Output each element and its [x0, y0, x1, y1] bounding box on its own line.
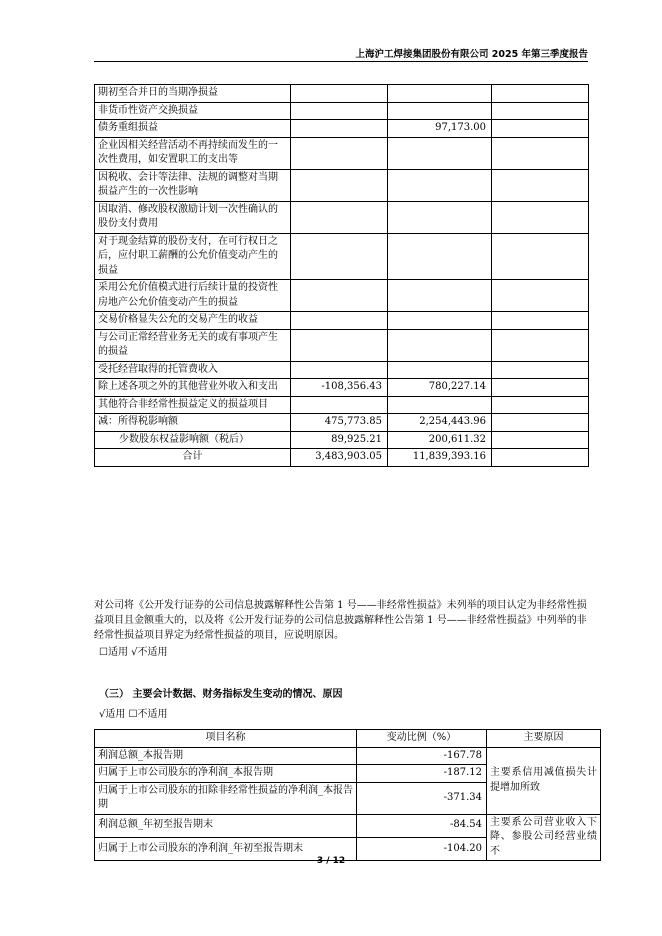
amount-c3	[492, 449, 589, 467]
header-change-pct: 变动比例（%）	[357, 730, 487, 748]
amount-c2: 11,839,393.16	[388, 449, 492, 467]
amount-c3	[492, 329, 589, 361]
item-label: 减：所得税影响额	[95, 414, 291, 432]
table-row	[95, 814, 601, 837]
amount-c1	[291, 169, 388, 201]
amount-c1: 3,483,903.05	[291, 449, 388, 467]
amount-c2: 97,173.00	[388, 120, 492, 138]
change-pct: -84.54	[357, 814, 487, 837]
header-item-name: 项目名称	[95, 730, 357, 748]
table-row	[95, 137, 589, 169]
amount-c2	[388, 169, 492, 201]
table-row	[95, 120, 589, 138]
table-row	[95, 85, 589, 103]
amount-c2	[388, 137, 492, 169]
amount-c3	[492, 85, 589, 103]
table-row	[95, 312, 589, 330]
table-row	[95, 201, 589, 233]
amount-c2	[388, 361, 492, 379]
indicator-change-table	[94, 729, 601, 861]
table-row	[95, 329, 589, 361]
main-reason-2: 主要系公司营业收入下降、参股公司经营业绩不	[487, 814, 601, 861]
amount-c2	[388, 85, 492, 103]
item-label: 其他符合非经常性损益定义的损益项目	[95, 396, 291, 414]
item-label: 期初至合并日的当期净损益	[95, 85, 291, 103]
item-name: 利润总额_本报告期	[95, 747, 357, 765]
amount-c1	[291, 85, 388, 103]
item-label: 采用公允价值模式进行后续计量的投资性房地产公允价值变动产生的损益	[95, 280, 291, 312]
amount-c3	[492, 137, 589, 169]
amount-c1	[291, 201, 388, 233]
page-header: 上海沪工焊接集团股份有限公司 2025 年第三季度报告	[355, 49, 588, 60]
item-label: 对于现金结算的股份支付，在可行权日之后，应付职工薪酬的公允价值变动产生的损益	[95, 233, 291, 280]
applicability-option-1: ☐适用 √不适用	[99, 647, 168, 658]
amount-c1	[291, 329, 388, 361]
item-label: 受托经营取得的托管费收入	[95, 361, 291, 379]
item-label: 少数股东权益影响额（税后）	[95, 431, 291, 449]
amount-c2	[388, 396, 492, 414]
amount-c3	[492, 169, 589, 201]
amount-c2	[388, 280, 492, 312]
header-divider	[94, 61, 588, 62]
main-reason-1: 主要系信用减值损失计提增加所致	[487, 747, 601, 814]
table-row	[95, 449, 589, 467]
section-title: （三） 主要会计数据、财务指标发生变动的情况、原因	[99, 689, 343, 700]
item-name: 利润总额_年初至报告期末	[95, 814, 357, 837]
amount-c2	[388, 329, 492, 361]
amount-c1	[291, 137, 388, 169]
table-row	[95, 169, 589, 201]
table-row	[95, 396, 589, 414]
explanation-paragraph: 对公司将《公开发行证券的公司信息披露解释性公告第 1 号——非经常性损益》未列举的项目认定为非经常性损益项目且金额重大的，以及将《公开发行证券的公司信息披露解释性公告第 1 号——非经常性损益》中列举的非经常性损益项目界定为经常性损益的项目，应说明原因。	[94, 600, 587, 641]
amount-c1	[291, 280, 388, 312]
item-label: 与公司正常经营业务无关的或有事项产生的损益	[95, 329, 291, 361]
item-label: 合计	[95, 449, 291, 467]
table-row	[95, 361, 589, 379]
item-label: 交易价格显失公允的交易产生的收益	[95, 312, 291, 330]
table-row	[95, 747, 601, 765]
amount-c3	[492, 102, 589, 120]
amount-c1: 475,773.85	[291, 414, 388, 432]
amount-c1: -108,356.43	[291, 379, 388, 397]
amount-c2: 2,254,443.96	[388, 414, 492, 432]
amount-c1	[291, 396, 388, 414]
change-pct: -371.34	[357, 782, 487, 814]
item-label: 因税收、会计等法律、法规的调整对当期损益产生的一次性影响	[95, 169, 291, 201]
amount-c3	[492, 201, 589, 233]
amount-c2	[388, 312, 492, 330]
amount-c3	[492, 379, 589, 397]
amount-c3	[492, 414, 589, 432]
amount-c3	[492, 431, 589, 449]
amount-c3	[492, 312, 589, 330]
amount-c3	[492, 120, 589, 138]
item-label: 债务重组损益	[95, 120, 291, 138]
table-row	[95, 379, 589, 397]
change-pct: -167.78	[357, 747, 487, 765]
item-label: 企业因相关经营活动不再持续而发生的一次性费用，如安置职工的支出等	[95, 137, 291, 169]
item-label: 非货币性资产交换损益	[95, 102, 291, 120]
table-header-row	[95, 730, 601, 748]
non-recurring-gains-table	[94, 84, 589, 467]
table-row	[95, 102, 589, 120]
table-row	[95, 280, 589, 312]
page-number: 3 / 12	[316, 856, 346, 866]
header-main-reason: 主要原因	[487, 730, 601, 748]
amount-c2: 200,611.32	[388, 431, 492, 449]
table-row	[95, 233, 589, 280]
amount-c1: 89,925.21	[291, 431, 388, 449]
amount-c3	[492, 233, 589, 280]
amount-c2	[388, 201, 492, 233]
item-name: 归属于上市公司股东的扣除非经常性损益的净利润_本报告期	[95, 782, 357, 814]
amount-c3	[492, 396, 589, 414]
amount-c3	[492, 280, 589, 312]
amount-c1	[291, 120, 388, 138]
item-label: 除上述各项之外的其他营业外收入和支出	[95, 379, 291, 397]
amount-c2: 780,227.14	[388, 379, 492, 397]
amount-c1	[291, 312, 388, 330]
amount-c1	[291, 233, 388, 280]
item-label: 因取消、修改股权激励计划一次性确认的股份支付费用	[95, 201, 291, 233]
amount-c1	[291, 102, 388, 120]
amount-c2	[388, 233, 492, 280]
table-row	[95, 431, 589, 449]
change-pct: -187.12	[357, 765, 487, 783]
change-pct: -104.20	[357, 837, 487, 860]
item-name: 归属于上市公司股东的净利润_本报告期	[95, 765, 357, 783]
item-name: 归属于上市公司股东的净利润_年初至报告期末	[95, 837, 357, 860]
amount-c1	[291, 361, 388, 379]
amount-c3	[492, 361, 589, 379]
amount-c2	[388, 102, 492, 120]
applicability-option-2: √适用 ☐不适用	[99, 709, 168, 720]
table-row	[95, 414, 589, 432]
